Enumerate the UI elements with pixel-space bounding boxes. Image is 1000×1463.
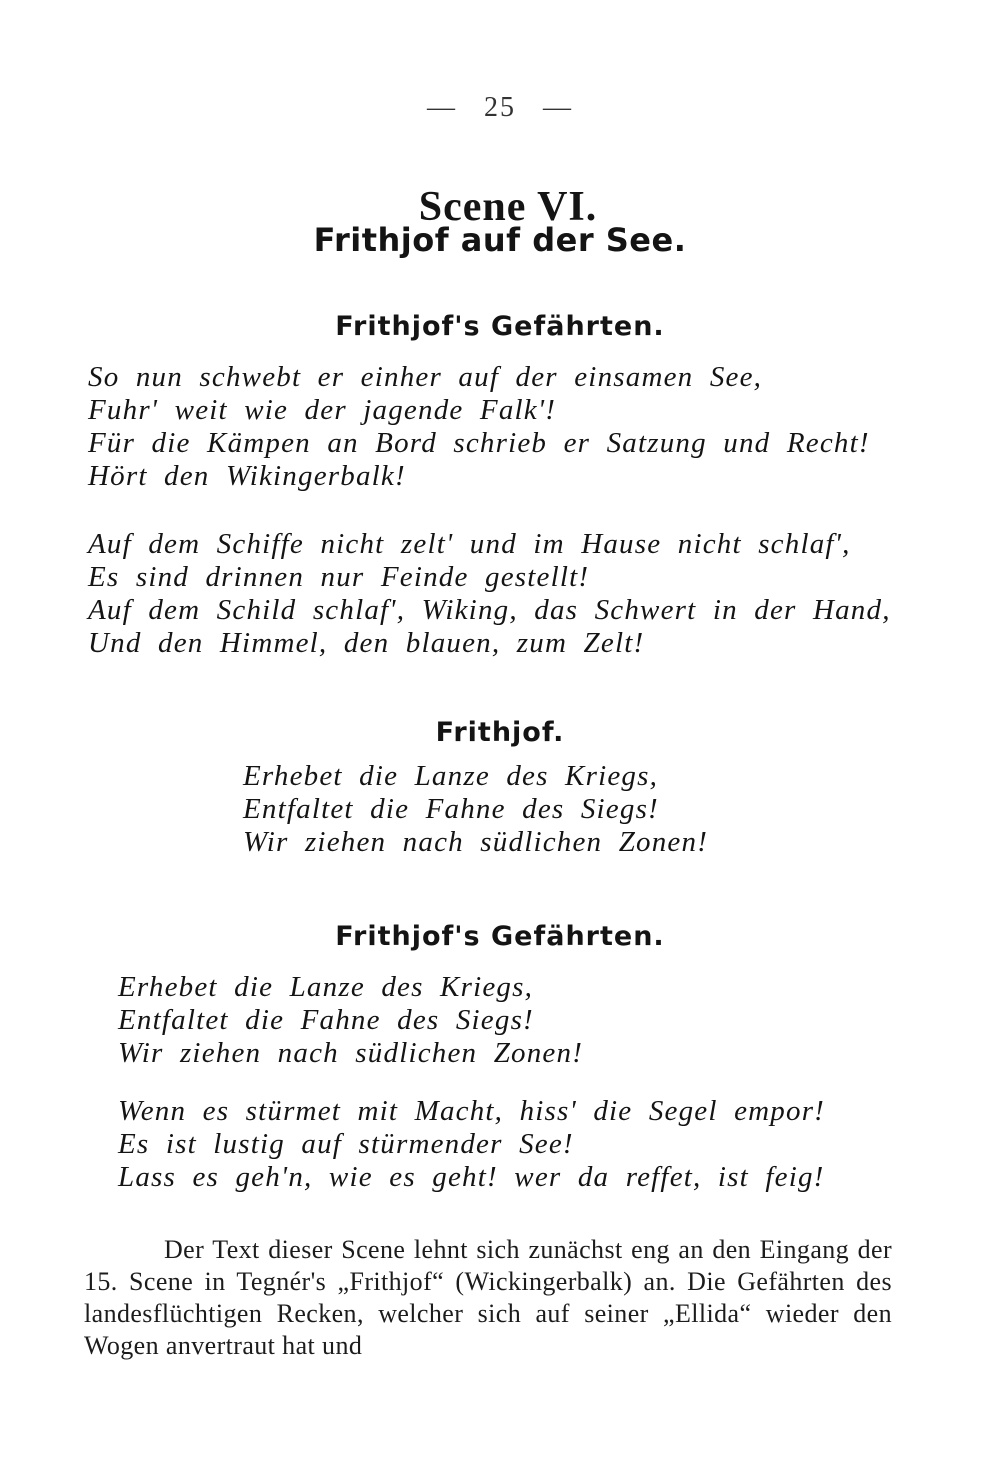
speaker-heading: Frithjof. — [435, 717, 565, 748]
verse-line: Wenn es stürmet mit Macht, hiss' die Segel empor! — [118, 1095, 826, 1127]
verse-line: Lass es geh'n, wie es geht! wer da reffet, ist feig! — [118, 1161, 825, 1193]
verse-line: Auf dem Schild schlaf', Wiking, das Schwert in der Hand, — [88, 594, 891, 626]
speaker-heading: Frithjof's Gefährten. — [335, 921, 665, 952]
commentary-text: Der Text dieser Scene lehnt sich zunächst eng an den Eingang der 15. Scene in Tegnér's „Frithjof“ (Wickingerbalk) an. Die Gefährten des landesflüchtigen Recken, welcher sich auf seiner „Ellida“ wieder den Wogen anvertraut hat und — [84, 1235, 892, 1360]
verse-line: Auf dem Schiffe nicht zelt' und im Hause nicht schlaf', — [88, 528, 851, 560]
verse-line: Wir ziehen nach südlichen Zonen! — [243, 826, 709, 858]
verse-line: Erhebet die Lanze des Kriegs, — [243, 760, 659, 792]
verse-line: Fuhr' weit wie der jagende Falk'! — [88, 394, 557, 426]
verse-stanza — [118, 1095, 825, 1194]
verse-line: Es sind drinnen nur Feinde gestellt! — [88, 561, 590, 593]
verse-line: Es ist lustig auf stürmender See! — [118, 1128, 574, 1160]
scene-title: Scene VI. — [418, 184, 598, 230]
verse-stanza — [88, 361, 870, 493]
scene-subtitle: Frithjof auf der See. — [313, 221, 687, 259]
verse-line: Und den Himmel, den blauen, zum Zelt! — [88, 627, 645, 659]
commentary-paragraph — [84, 1234, 892, 1362]
verse-line: Erhebet die Lanze des Kriegs, — [118, 971, 534, 1003]
verse-stanza — [88, 528, 891, 660]
verse-line: Für die Kämpen an Bord schrieb er Satzung und Recht! — [88, 427, 870, 459]
verse-stanza — [118, 971, 583, 1070]
page-number: — 25 — — [427, 92, 573, 123]
verse-line: Wir ziehen nach südlichen Zonen! — [118, 1037, 584, 1069]
verse-line: Entfaltet die Fahne des Siegs! — [243, 793, 659, 825]
verse-stanza — [243, 760, 708, 859]
verse-line: So nun schwebt er einher auf der einsamen See, — [88, 361, 763, 393]
verse-line: Hört den Wikingerbalk! — [88, 460, 406, 492]
speaker-heading: Frithjof's Gefährten. — [335, 311, 665, 342]
verse-line: Entfaltet die Fahne des Siegs! — [118, 1004, 534, 1036]
